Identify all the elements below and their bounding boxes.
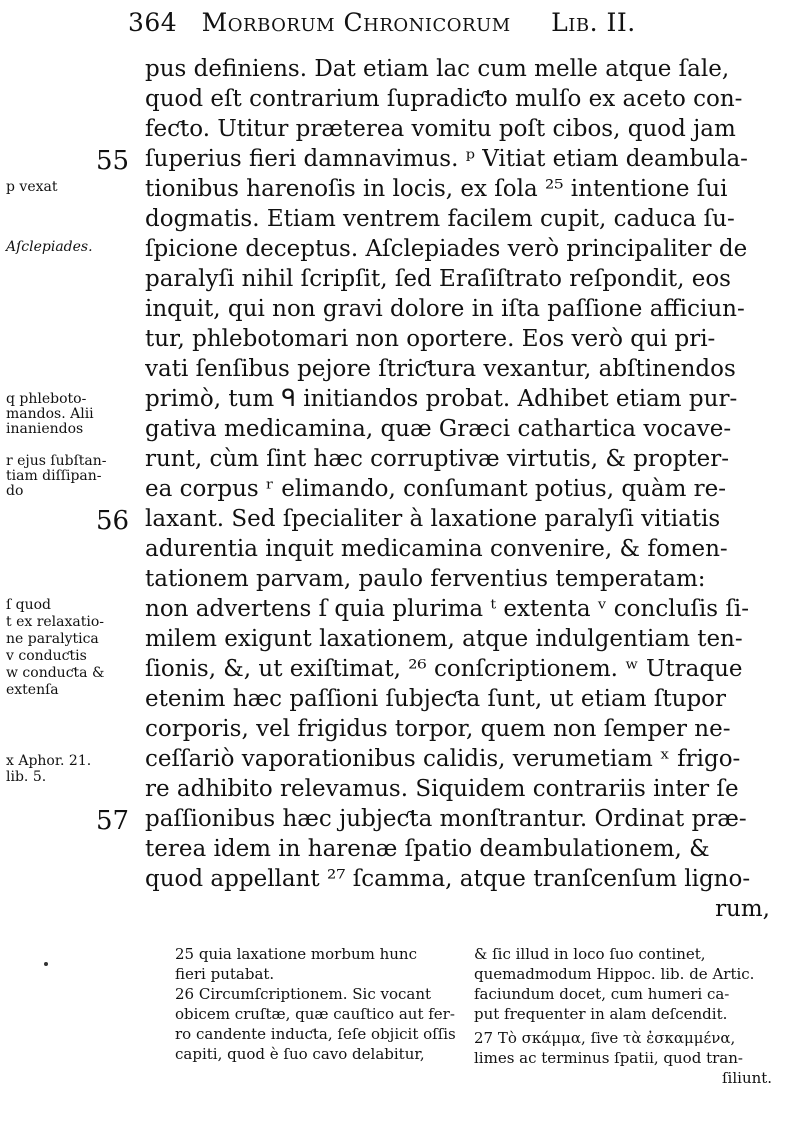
text-line: ſionis, &, ut exiſtimat, ²⁶ conſcriptionem. ʷ Utraque [145,656,743,682]
footnote-line: quemadmodum Hippoc. lib. de Artic. [474,965,755,983]
margin-note: Aſclepiades. [6,239,93,255]
footnote-line: 25 quia laxatione morbum hunc [175,945,417,963]
text-line: vati ſenſibus pejore ſtriƈtura vexantur, abſtinendos [145,356,736,382]
footnote-line: fieri putabat. [175,965,275,983]
margin-note: extenſa [6,682,59,698]
running-header [128,8,788,37]
text-line: corporis, vel frigidus torpor, quem non ſemper ne- [145,716,731,742]
footnote-line: ſiliunt. [722,1069,773,1087]
text-line: quod appellant ²⁷ ſcamma, atque tranſcenſum ligno- [145,866,751,892]
text-line: non advertens ſ quia plurima ᵗ extenta ᵛ concluſis ſi- [145,596,750,622]
bullet-mark [44,962,48,966]
text-line: paſſionibus hæc jubjeƈta monſtrantur. Ordinat præ- [145,806,747,832]
margin-note: ſ quod [6,597,52,613]
text-line: ſuperius fieri damnavimus. ᵖ Vitiat etiam deambula- [145,146,748,172]
text-line-last: rum, [715,896,770,922]
text-line: gativa medicamina, quæ Græci cathartica vocave- [145,416,732,442]
text-line: tionibus harenoſis in locis, ex ſola ²⁵ intentione ſui [145,176,728,202]
footnote-line: put frequenter in alam deſcendit. [474,1005,728,1023]
text-line: terea idem in harenæ ſpatio deambulationem, & [145,836,710,862]
margin-note: ne paralytica [6,631,99,647]
margin-note: t ex relaxatio- [6,614,105,630]
margin-note: tiam diſſipan- [6,468,102,484]
margin-note: q phleboto- [6,391,87,407]
text-line: ſpicione deceptus. Aſclepiades verò principaliter de [145,236,748,262]
text-line: adurentia inquit medicamina convenire, & fomen- [145,536,728,562]
margin-note: w conduƈta & [6,665,105,681]
text-line: inquit, qui non gravi dolore in iſta paſſione afficiun- [145,296,745,322]
footnote-line: & ſic illud in loco ſuo continet, [474,945,706,963]
section-number: 57 [96,806,130,836]
footnote-line: 27 Τὸ σκάμμα, ſive τὰ ἐσκαμμένα, [474,1029,736,1047]
margin-note: mandos. Alii [6,406,94,422]
footnote-line: 26 Circumſcriptionem. Sic vocant [175,985,432,1003]
footnote-line: limes ac terminus ſpatii, quod tran- [474,1049,743,1067]
text-line: feƈto. Utitur præterea vomitu poſt cibos, quod jam [145,116,736,142]
margin-note: x Aphor. 21. [6,753,92,769]
footnote-line: obicem cruſtæ, quæ cauſtico aut fer- [175,1005,455,1023]
text-line: runt, cùm ſint hæc corruptivæ virtutis, & propter- [145,446,730,472]
text-line: tur, phlebotomari non oportere. Eos verò qui pri- [145,326,716,352]
footnote-line: faciundum docet, cum humeri ca- [474,985,730,1003]
text-line: re adhibito relevamus. Siquidem contrariis inter ſe [145,776,739,802]
footnote-line: ro candente induƈta, ſeſe objicit oſſis [175,1025,456,1043]
margin-note: do [6,483,24,499]
text-line: ceſſariò vaporationibus calidis, verumetiam ˣ frigo- [145,746,741,772]
page-number: 364 [128,8,178,37]
section-number: 56 [96,506,130,536]
text-line: primò, tum ᑫ initiandos probat. Adhibet etiam pur- [145,386,738,412]
margin-note: p vexat [6,179,58,195]
text-line: tationem parvam, paulo ferventius temperatam: [145,566,706,592]
header-book: Lib. II. [551,8,636,37]
text-line: etenim hæc paſſioni ſubjeƈta ſunt, ut etiam ſtupor [145,686,727,712]
text-line: milem exigunt laxationem, atque indulgentiam ten- [145,626,743,652]
text-line: paralyſi nihil ſcripſit, ſed Eraſiſtrato reſpondit, eos [145,266,731,292]
section-number: 55 [96,146,130,176]
text-line: laxant. Sed ſpecialiter à laxatione paralyſi vitiatis [145,506,721,532]
margin-note: lib. 5. [6,769,47,785]
margin-note: inaniendos [6,421,84,437]
text-line: ea corpus ʳ elimando, conſumant potius, quàm re- [145,476,727,502]
footnote-line: capiti, quod è ſuo cavo delabitur, [175,1045,425,1063]
margin-note: v conduƈtis [6,648,87,664]
text-line: quod eſt contrarium ſupradiƈto mulſo ex aceto con- [145,86,743,112]
text-line: dogmatis. Etiam ventrem facilem cupit, caduca ſu- [145,206,735,232]
text-line: pus definiens. Dat etiam lac cum melle atque ſale, [145,56,730,82]
header-title: Morborum Chronicorum [201,8,511,37]
margin-note: r ejus ſubſtan- [6,453,107,469]
